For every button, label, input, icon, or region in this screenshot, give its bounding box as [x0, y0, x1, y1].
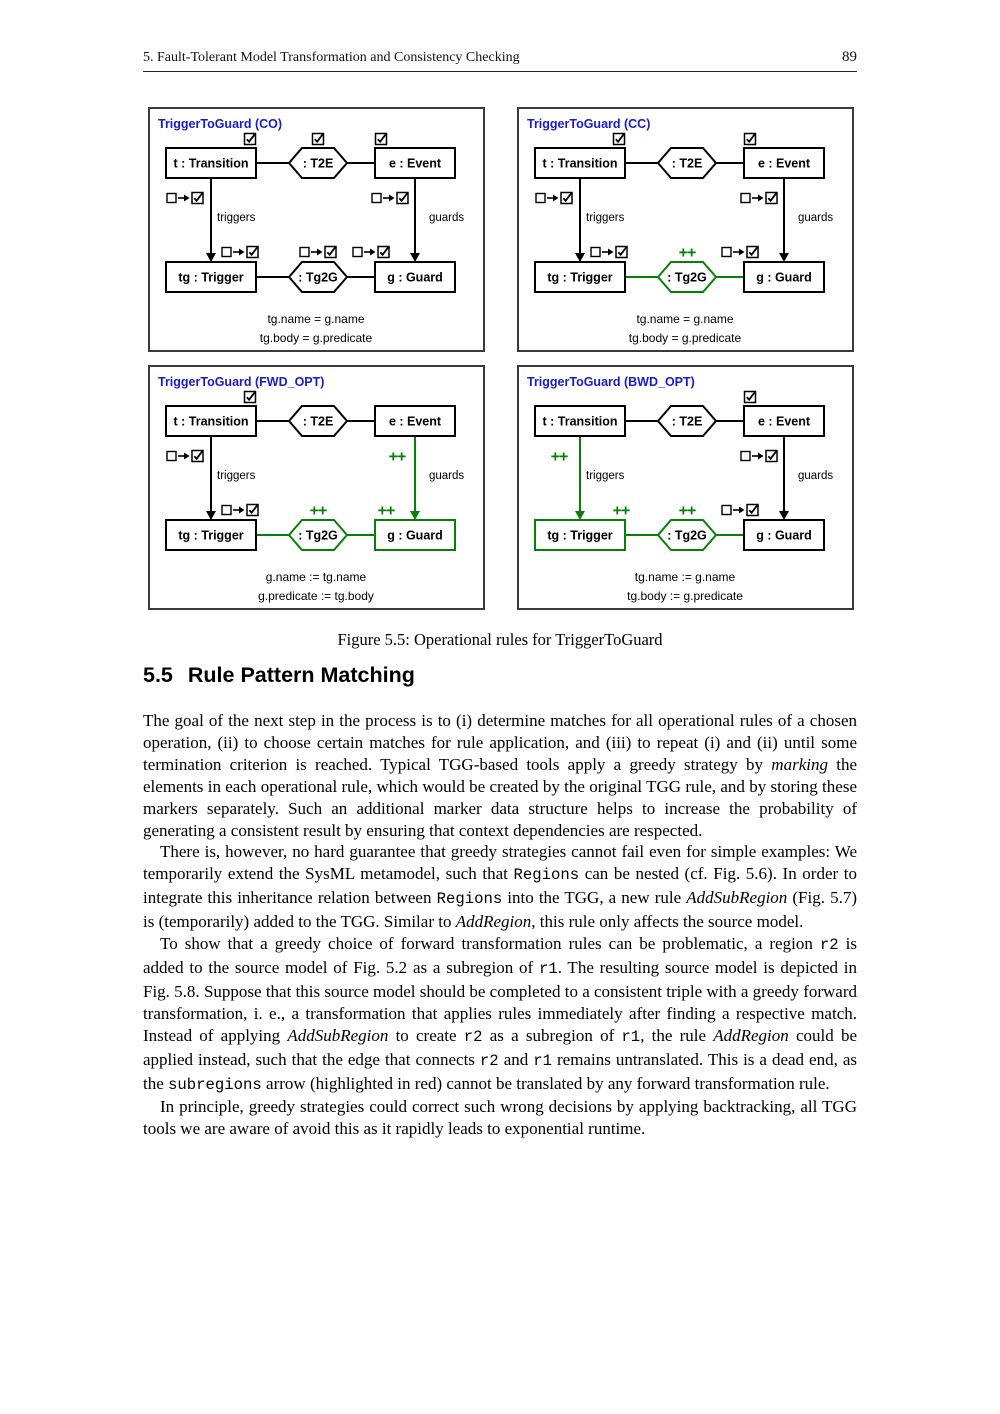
text-run: into the TGG, a new rule [502, 888, 687, 908]
node-tg-trigger [535, 520, 625, 550]
figure-panel-BWD_OPT [517, 365, 854, 610]
node-tg-trigger-label: tg : Trigger [547, 528, 613, 543]
text-run: as a subregion of [482, 1025, 622, 1045]
edge-triggers [575, 178, 585, 262]
constraint-text: tg.body = g.predicate [259, 331, 373, 345]
box-arrow-checkedbox-icon [167, 193, 203, 204]
figure-panel-CO [148, 107, 485, 352]
arrowhead-icon [575, 511, 585, 520]
corr-node-tg2g [289, 262, 347, 292]
figure-5-5 [148, 107, 854, 610]
box-arrow-checkedbox-icon [722, 505, 758, 516]
box-arrow-checkedbox-icon [222, 247, 258, 258]
edge-triggers [206, 178, 216, 262]
text-run: and [498, 1049, 534, 1069]
corr-node-tg2g-label: : Tg2G [298, 528, 338, 543]
text-run: , this rule only affects the source model. [531, 912, 804, 932]
figure-caption: Figure 5.5: Operational rules for TriggerToGuard [337, 630, 663, 649]
checked-box-icon [245, 134, 256, 145]
running-header-title: 5. Fault-Tolerant Model Transformation and Consistency Checking [143, 50, 520, 65]
constraint-text: g.predicate := tg.body [258, 589, 374, 603]
code-inline: r1 [621, 1027, 641, 1046]
edge-triggers [575, 436, 585, 520]
node-e-event [375, 406, 455, 436]
box-arrow-checkedbox-icon [353, 247, 389, 258]
constraint-text: tg.name := g.name [634, 570, 736, 584]
constraint-text: g.name := tg.name [265, 570, 367, 584]
edge-guards [779, 178, 789, 262]
section-number: 5.5 [143, 663, 173, 687]
edge-guards [410, 436, 420, 520]
box-arrow-checkedbox-icon [591, 247, 627, 258]
corr-node-t2e-label: : T2E [302, 156, 334, 171]
node-t-transition-label: t : Transition [542, 156, 618, 171]
node-t-transition [535, 406, 625, 436]
paragraph [143, 841, 857, 933]
plus-plus-marker: ++ [309, 502, 327, 520]
corr-node-tg2g [658, 520, 716, 550]
rule-title: TriggerToGuard (FWD_OPT) [158, 375, 325, 389]
text-run: To show that a greedy choice of forward transformation rules can be problematic, a region [160, 934, 820, 954]
text-run: (Fig. 5.7) is (temporarily) added to the TGG. Similar to [143, 888, 857, 932]
node-t-transition-label: t : Transition [173, 414, 249, 429]
body-text [143, 710, 857, 1140]
emphasis: AddSubRegion [287, 1025, 389, 1045]
arrowhead-icon [410, 511, 420, 520]
rule-title: TriggerToGuard (BWD_OPT) [527, 375, 695, 389]
node-tg-trigger-label: tg : Trigger [547, 270, 613, 285]
node-e-event-label: e : Event [388, 414, 442, 429]
checked-box-icon [614, 134, 625, 145]
arrowhead-icon [779, 511, 789, 520]
page-number: 89 [842, 49, 857, 65]
corr-node-t2e [658, 148, 716, 178]
node-tg-trigger [166, 520, 256, 550]
corr-node-tg2g [289, 520, 347, 550]
rule-diagram-FWD_OPT [150, 367, 483, 608]
plus-plus-marker: ++ [612, 502, 630, 520]
plus-plus-marker: ++ [678, 502, 696, 520]
arrowhead-icon [410, 253, 420, 262]
rule-diagram-BWD_OPT [519, 367, 852, 608]
node-g-guard [744, 520, 824, 550]
node-tg-trigger [535, 262, 625, 292]
constraint-text: tg.name = g.name [636, 312, 734, 326]
box-arrow-checkedbox-icon [536, 193, 572, 204]
emphasis: AddSubRegion [686, 888, 788, 908]
code-inline: r1 [533, 1051, 552, 1070]
figure-panel-FWD_OPT [148, 365, 485, 610]
text-run: . The resulting source model is depicted in Fig. 5.8. Suppose that this source model should be completed to a consistent triple with a greedy forward transformation, i. e., a transformation that applies rules immediately after finding a respective match. Instead of applying [143, 957, 857, 1045]
node-g-guard [744, 262, 824, 292]
text-run: could be applied instead, such that the edge that connects [143, 1025, 857, 1069]
edge-label-guards: guards [798, 212, 834, 224]
constraint-text: tg.body := g.predicate [627, 589, 743, 603]
edge-guards [779, 436, 789, 520]
corr-node-t2e [289, 148, 347, 178]
edge-label-triggers: triggers [217, 470, 256, 482]
edge-label-triggers: triggers [586, 470, 625, 482]
text-run: arrow (highlighted in red) cannot be translated by any forward transformation rule. [261, 1073, 830, 1093]
node-g-guard-label: g : Guard [387, 270, 443, 285]
plus-plus-marker: ++ [377, 502, 395, 520]
corr-node-t2e [658, 406, 716, 436]
rule-diagram-CC [519, 109, 852, 350]
node-g-guard [375, 262, 455, 292]
paragraph [143, 933, 857, 1096]
edge-label-triggers: triggers [217, 212, 256, 224]
emphasis: marking [771, 754, 828, 774]
corr-node-t2e-label: : T2E [302, 414, 334, 429]
text-run: is added to the source model of Fig. 5.2 as a subregion of [143, 934, 857, 977]
text-run: There is, however, no hard guarantee that greedy strategies cannot fail even for simple examples: We temporarily extend the SysML metamodel, such that [143, 842, 857, 884]
checked-box-icon [745, 134, 756, 145]
checked-box-icon [376, 134, 387, 145]
emphasis: AddRegion [713, 1025, 789, 1045]
box-arrow-checkedbox-icon [741, 193, 777, 204]
corr-node-t2e-label: : T2E [671, 414, 703, 429]
plus-plus-marker: ++ [388, 448, 406, 466]
node-t-transition [535, 148, 625, 178]
corr-node-t2e-label: : T2E [671, 156, 703, 171]
node-t-transition-label: t : Transition [542, 414, 618, 429]
node-e-event-label: e : Event [757, 414, 811, 429]
box-arrow-checkedbox-icon [372, 193, 408, 204]
box-arrow-checkedbox-icon [167, 451, 203, 462]
arrowhead-icon [575, 253, 585, 262]
box-arrow-checkedbox-icon [722, 247, 758, 258]
text-run: to create [388, 1025, 464, 1045]
node-g-guard-label: g : Guard [387, 528, 443, 543]
edge-triggers [206, 436, 216, 520]
text-run: can be nested (cf. Fig. 5.6). In order to integrate this inheritance relation between [143, 864, 857, 908]
corr-node-tg2g [658, 262, 716, 292]
arrowhead-icon [206, 253, 216, 262]
box-arrow-checkedbox-icon [741, 451, 777, 462]
node-g-guard [375, 520, 455, 550]
corr-node-t2e [289, 406, 347, 436]
figure-panel-CC [517, 107, 854, 352]
arrowhead-icon [206, 511, 216, 520]
code-inline: subregions [168, 1075, 262, 1094]
node-tg-trigger-label: tg : Trigger [178, 270, 244, 285]
corr-node-tg2g-label: : Tg2G [667, 528, 707, 543]
code-inline: r2 [479, 1051, 499, 1070]
running-header [143, 49, 857, 66]
text-run: The goal of the next step in the process is to (i) determine matches for all operational rules of a chosen operation, (ii) to choose certain matches for rule application, and (iii) to repeat (i) and (ii) until some termination criterion is reached. Typical TGG-based tools apply a greedy strategy by [143, 711, 857, 774]
node-e-event [375, 148, 455, 178]
emphasis: AddRegion [455, 912, 532, 932]
node-e-event-label: e : Event [757, 156, 811, 171]
plus-plus-marker: ++ [678, 244, 696, 262]
edge-guards [410, 178, 420, 262]
node-tg-trigger-label: tg : Trigger [178, 528, 244, 543]
paragraph [143, 710, 857, 841]
constraint-text: tg.body = g.predicate [628, 331, 742, 345]
rule-diagram-CO [150, 109, 483, 350]
rule-title: TriggerToGuard (CC) [527, 117, 651, 131]
corr-node-tg2g-label: : Tg2G [667, 270, 707, 285]
code-inline: Regions [436, 890, 503, 909]
checked-box-icon [745, 392, 756, 403]
box-arrow-checkedbox-icon [300, 247, 336, 258]
paragraph [143, 1096, 857, 1140]
node-e-event [744, 148, 824, 178]
code-inline: r1 [538, 959, 558, 978]
checked-box-icon [245, 392, 256, 403]
corr-node-tg2g-label: : Tg2G [298, 270, 338, 285]
text-run: the elements in each operational rule, which would be created by the original TGG rule, and by storing these markers separately. Such an additional marker data structure helps to increase the probability of generating a consistent result by ensuring that context dependencies are respected. [143, 754, 857, 840]
code-inline: r2 [819, 936, 839, 955]
code-inline: Regions [513, 866, 580, 885]
section-title: Rule Pattern Matching [187, 663, 415, 687]
text-run: remains untranslated. This is a dead end, as the [143, 1049, 857, 1093]
arrowhead-icon [779, 253, 789, 262]
node-t-transition-label: t : Transition [173, 156, 249, 171]
box-arrow-checkedbox-icon [222, 505, 258, 516]
checked-box-icon [313, 134, 324, 145]
node-g-guard-label: g : Guard [756, 270, 812, 285]
node-e-event-label: e : Event [388, 156, 442, 171]
edge-label-guards: guards [798, 470, 834, 482]
node-t-transition [166, 148, 256, 178]
plus-plus-marker: ++ [550, 448, 568, 466]
rule-title: TriggerToGuard (CO) [158, 117, 283, 131]
edge-label-triggers: triggers [586, 212, 625, 224]
section-heading [143, 663, 415, 688]
edge-label-guards: guards [429, 470, 465, 482]
constraint-text: tg.name = g.name [267, 312, 365, 326]
node-e-event [744, 406, 824, 436]
edge-label-guards: guards [429, 212, 465, 224]
node-g-guard-label: g : Guard [756, 528, 812, 543]
header-rule [143, 71, 857, 72]
code-inline: r2 [463, 1027, 483, 1046]
text-run: In principle, greedy strategies could correct such wrong decisions by applying backtracking, all TGG tools we are aware of avoid this as it rapidly leads to exponential runtime. [143, 1097, 857, 1139]
node-tg-trigger [166, 262, 256, 292]
text-run: , the rule [640, 1025, 714, 1045]
node-t-transition [166, 406, 256, 436]
